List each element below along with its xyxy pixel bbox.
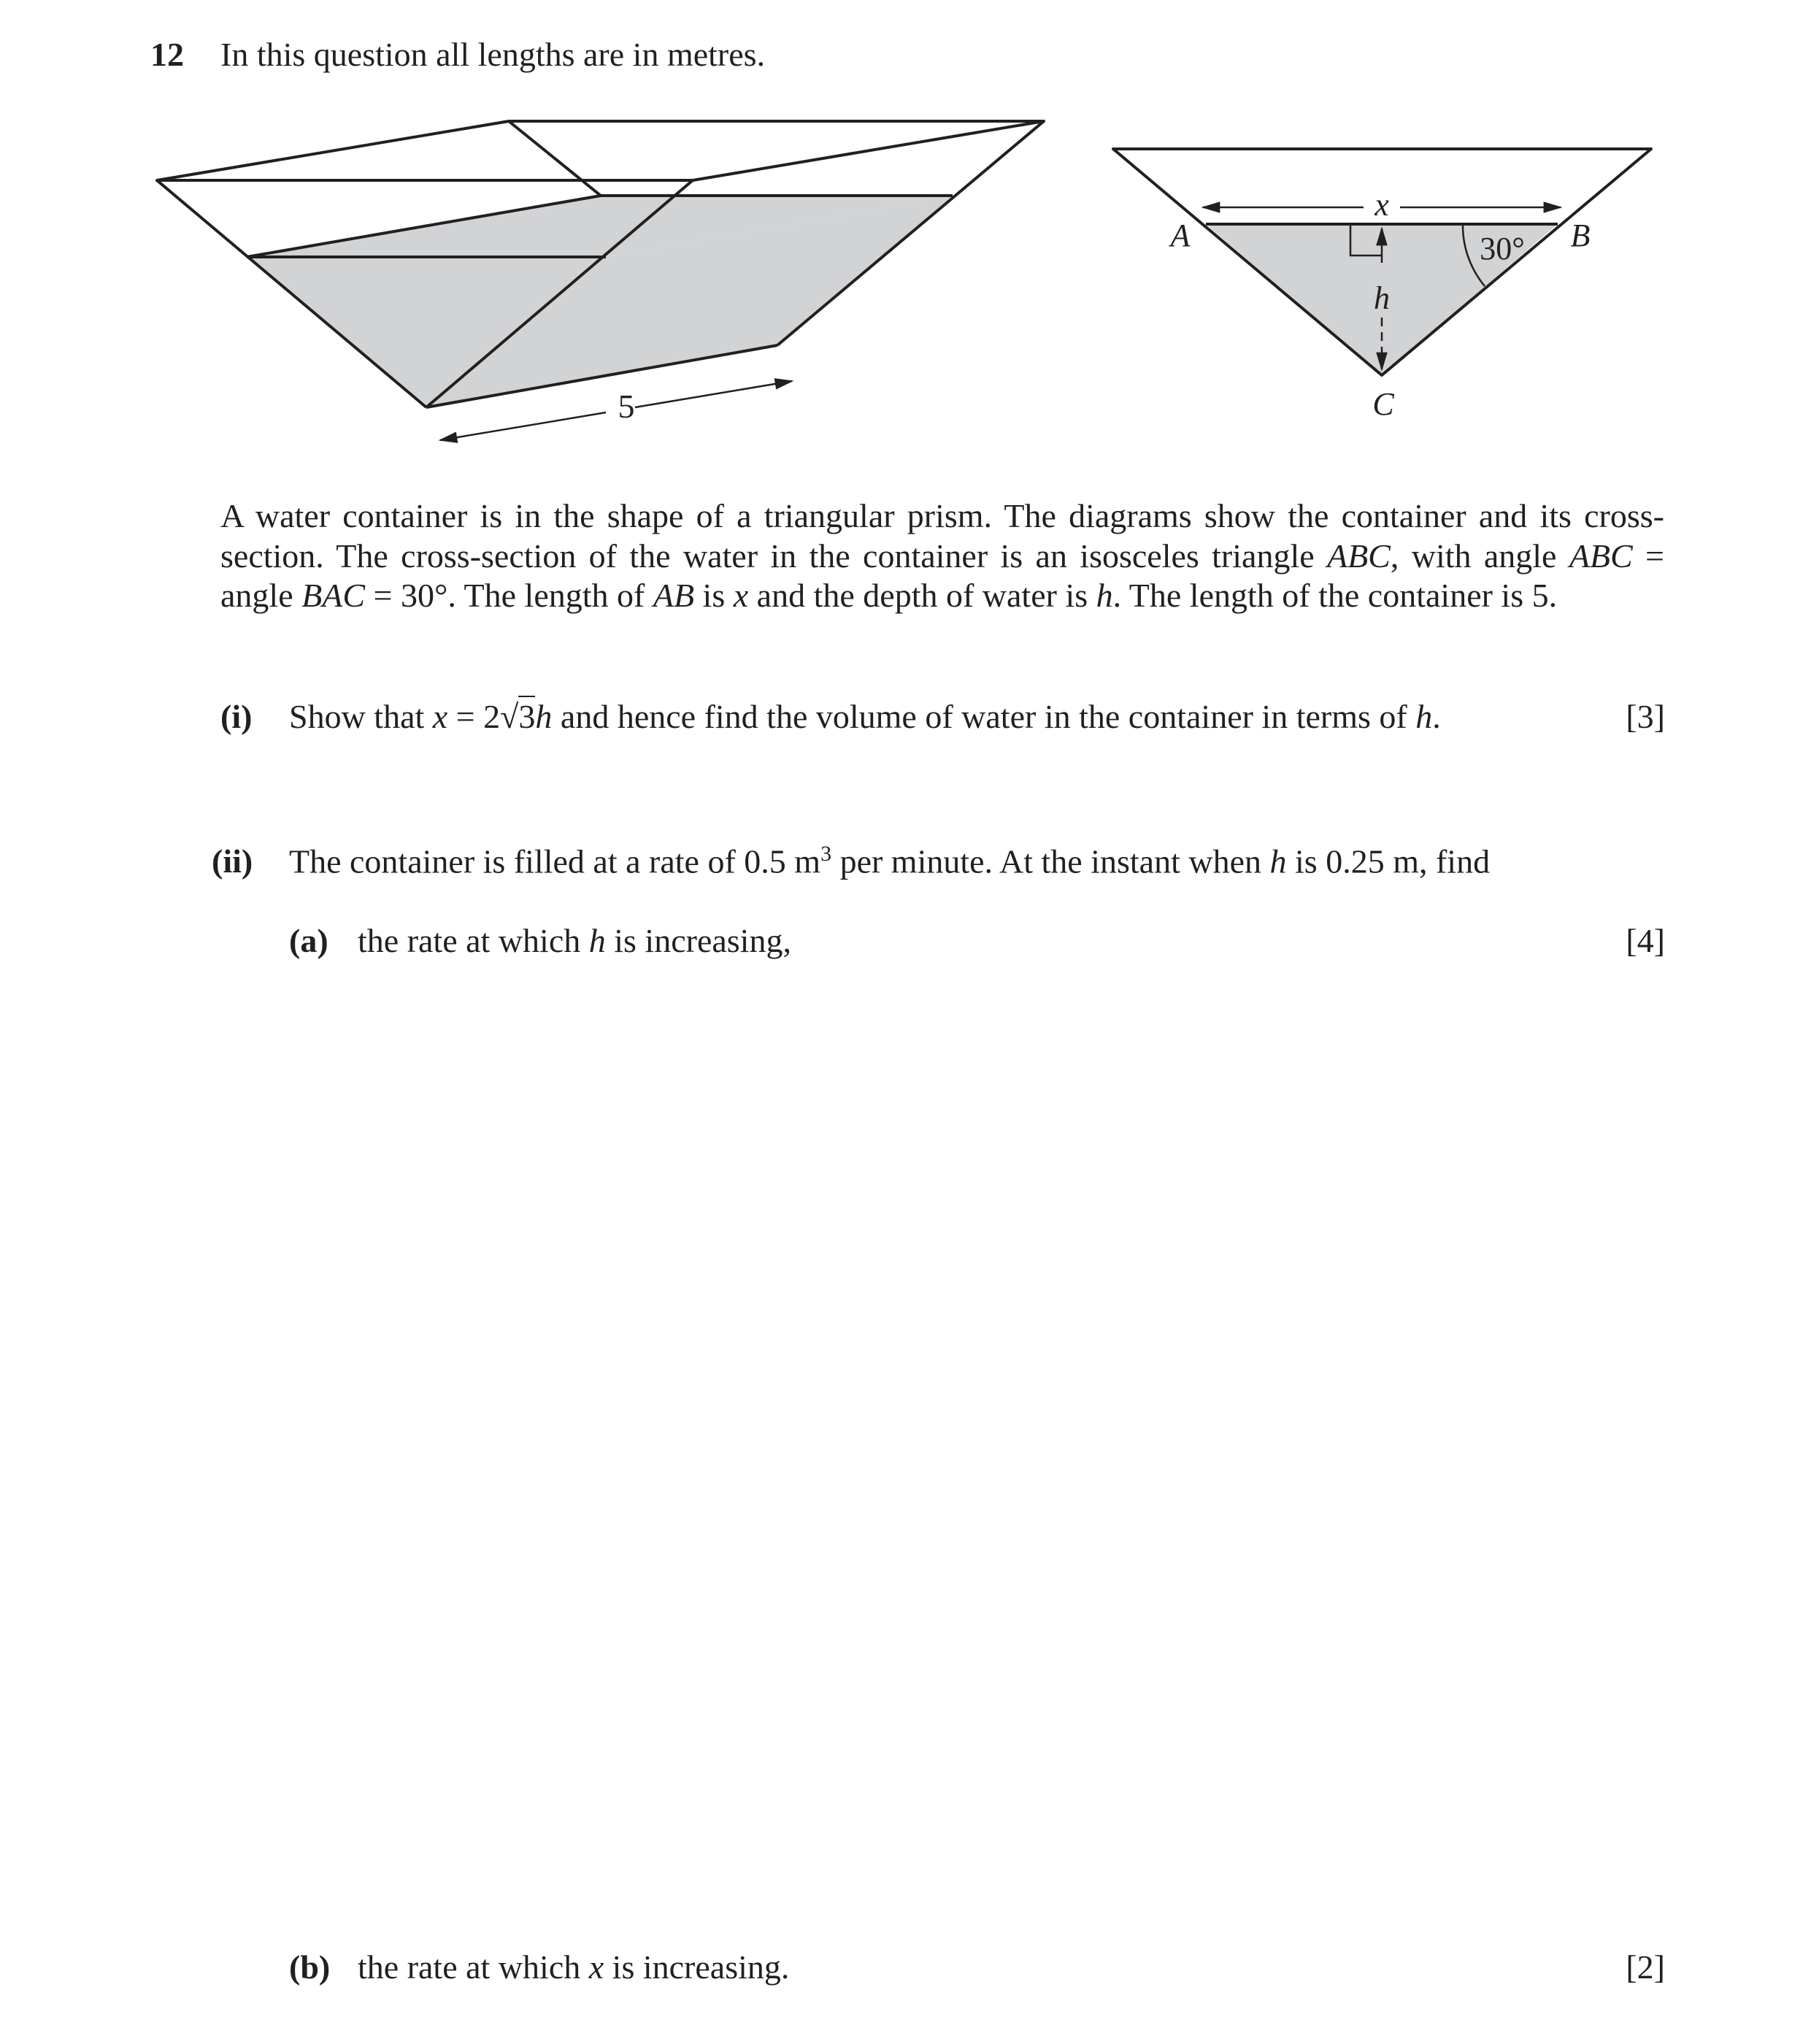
part-ii-text: The container is filled at a rate of 0.5 $m^3$ per minute. At the instant when h is 0.25 m, find: [289, 842, 1491, 880]
x-label: x: [1374, 187, 1389, 223]
part-i-marks: [3]: [1626, 698, 1665, 735]
part-a-label: (a): [289, 922, 328, 959]
part-b-marks: [2]: [1626, 1948, 1665, 1986]
part-b-label: (b): [289, 1948, 331, 1986]
vertex-B-label: B: [1570, 218, 1591, 253]
sqrt-symbol: √3: [500, 697, 535, 736]
part-ii-label: (ii): [212, 842, 253, 880]
question-paragraph: A water container is in the shape of a triangular prism. The diagrams show the container and its cross-section. The cross-section of the water in the container is an isosceles triangle ABC, with angle ABC = angle BAC = 30°. The length of AB is x and the depth of water is h. The length of the container is 5.: [220, 497, 1664, 614]
angle-label: 30°: [1480, 231, 1525, 266]
part-a-text: the rate at which h is increasing,: [358, 922, 791, 959]
length-label: 5: [618, 388, 635, 425]
question-intro: In this question all lengths are in metres.: [220, 36, 766, 73]
vertex-C-label: C: [1372, 386, 1394, 422]
part-i-label: (i): [220, 698, 253, 735]
h-label: h: [1374, 280, 1390, 316]
diagrams: [0, 0, 1811, 511]
part-b-text: the rate at which x is increasing.: [358, 1948, 790, 1986]
part-a-marks: [4]: [1626, 922, 1665, 959]
part-i-text: Show that x = 2√3h and hence find the volume of water in the container in terms of h.: [289, 697, 1441, 736]
vertex-A-label: A: [1170, 218, 1191, 253]
prism-figure: [157, 121, 1044, 407]
prism-top-rim: [157, 121, 1044, 180]
question-number: 12: [150, 36, 184, 73]
